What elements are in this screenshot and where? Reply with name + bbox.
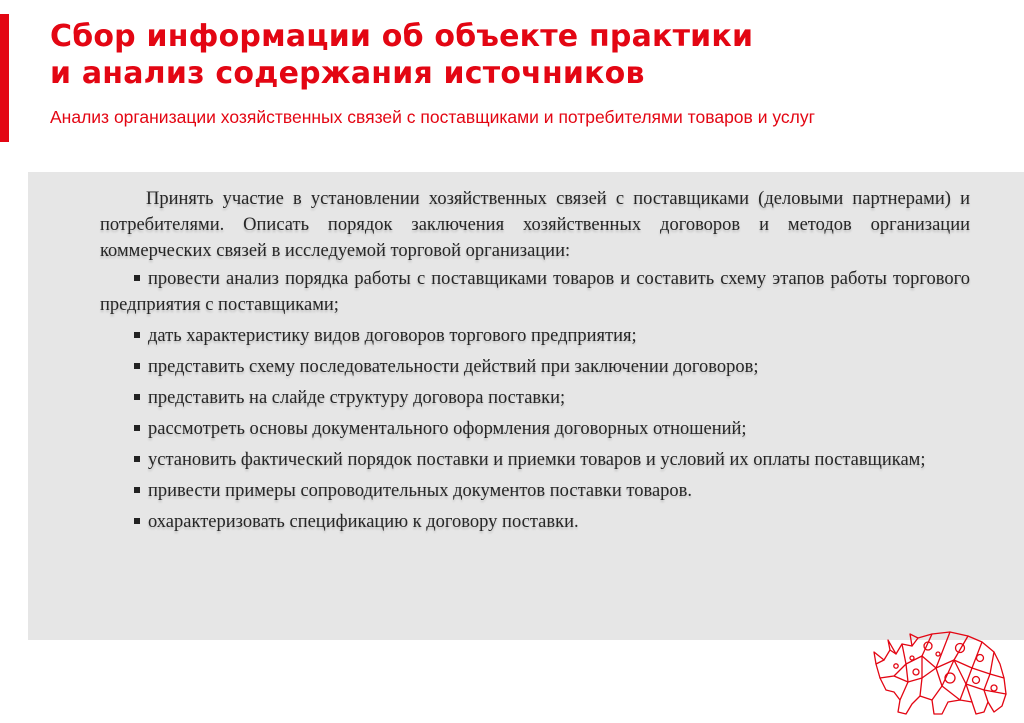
task-text: представить на слайде структуру договора поставки; (148, 388, 566, 408)
content-text (100, 186, 970, 540)
task-text: охарактеризовать спецификацию к договору поставки. (148, 512, 579, 532)
slide-title-line: Сбор информации об объекте практики (50, 19, 754, 54)
task-list-item (100, 323, 970, 349)
slide-title (50, 18, 753, 92)
square-bullet-icon (134, 363, 140, 369)
task-list-item (100, 509, 970, 535)
square-bullet-icon (134, 456, 140, 462)
task-text: установить фактический порядок поставки и приемки товаров и условий их оплаты поставщикам; (148, 450, 926, 470)
slide-title-line: и анализ содержания источников (50, 56, 645, 91)
square-bullet-icon (134, 275, 140, 281)
task-text: рассмотреть основы документального оформления договорных отношений; (148, 419, 747, 439)
square-bullet-icon (134, 394, 140, 400)
square-bullet-icon (134, 518, 140, 524)
task-list-item (100, 385, 970, 411)
slide-subtitle: Анализ организации хозяйственных связей с поставщиками и потребителями товаров и услуг (50, 107, 815, 127)
square-bullet-icon (134, 487, 140, 493)
task-text: провести анализ порядка работы с поставщиками товаров и составить схему этапов работы торгового предприятия с поставщиками; (100, 269, 970, 315)
task-list (100, 266, 970, 535)
task-text: привести примеры сопроводительных документов поставки товаров. (148, 481, 693, 501)
accent-bar (0, 14, 9, 142)
intro-paragraph: Принять участие в установлении хозяйственных связей с поставщиками (деловыми партнерами) и потребителями. Описать порядок заключения хозяйственных договоров и методов организации коммерческих связей в исследуемой торговой организации: (100, 189, 970, 261)
task-list-item (100, 354, 970, 380)
rhino-logo-icon (872, 616, 1016, 720)
square-bullet-icon (134, 332, 140, 338)
content-panel (28, 172, 1024, 640)
task-list-item (100, 478, 970, 504)
task-text: представить схему последовательности действий при заключении договоров; (148, 357, 759, 377)
task-list-item (100, 447, 970, 473)
square-bullet-icon (134, 425, 140, 431)
task-list-item (100, 266, 970, 318)
task-text: дать характеристику видов договоров торгового предприятия; (148, 326, 637, 346)
task-list-item (100, 416, 970, 442)
